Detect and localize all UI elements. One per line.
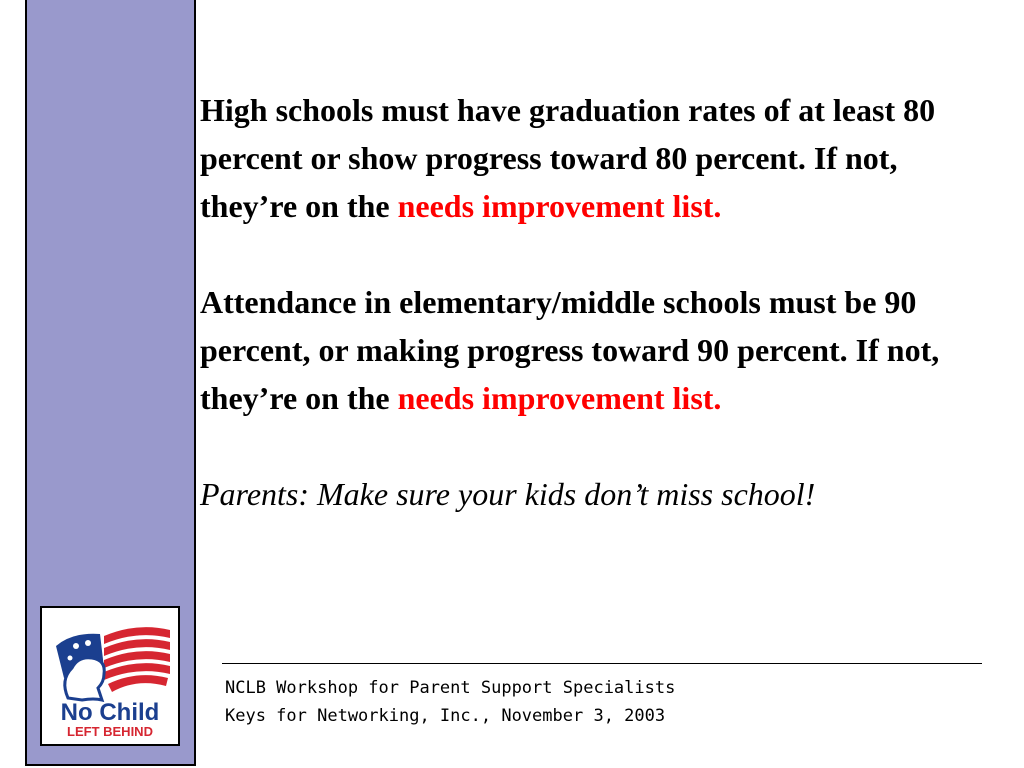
footer-line-1: NCLB Workshop for Parent Support Specialists (225, 678, 676, 698)
spacer (200, 422, 1000, 470)
paragraph-attendance-text: Attendance in elementary/middle schools must be 90 percent, or making progress toward 90 percent. If not, they’re on the (200, 284, 940, 416)
logo-line1: No Child (60, 699, 160, 726)
flag-stripes (104, 627, 170, 692)
needs-improvement-highlight: needs improvement list. (397, 188, 722, 224)
no-child-left-behind-logo-icon (42, 608, 178, 744)
paragraph-attendance (200, 278, 1000, 422)
slide-body (200, 86, 1000, 518)
footer (225, 674, 675, 730)
parents-tagline: Parents: Make sure your kids don’t miss school! (200, 476, 816, 512)
paragraph-graduation (200, 86, 1000, 230)
footer-line-2: Keys for Networking, Inc., November 3, 2003 (225, 706, 666, 726)
logo-box (40, 606, 180, 746)
needs-improvement-highlight: needs improvement list. (397, 380, 722, 416)
paragraph-graduation-text: High schools must have graduation rates of at least 80 percent or show progress toward 80 percent. If not, they’re on the (200, 92, 936, 224)
footer-divider (222, 663, 982, 664)
spacer (200, 230, 1000, 278)
logo-line2: LEFT BEHIND (67, 724, 153, 739)
